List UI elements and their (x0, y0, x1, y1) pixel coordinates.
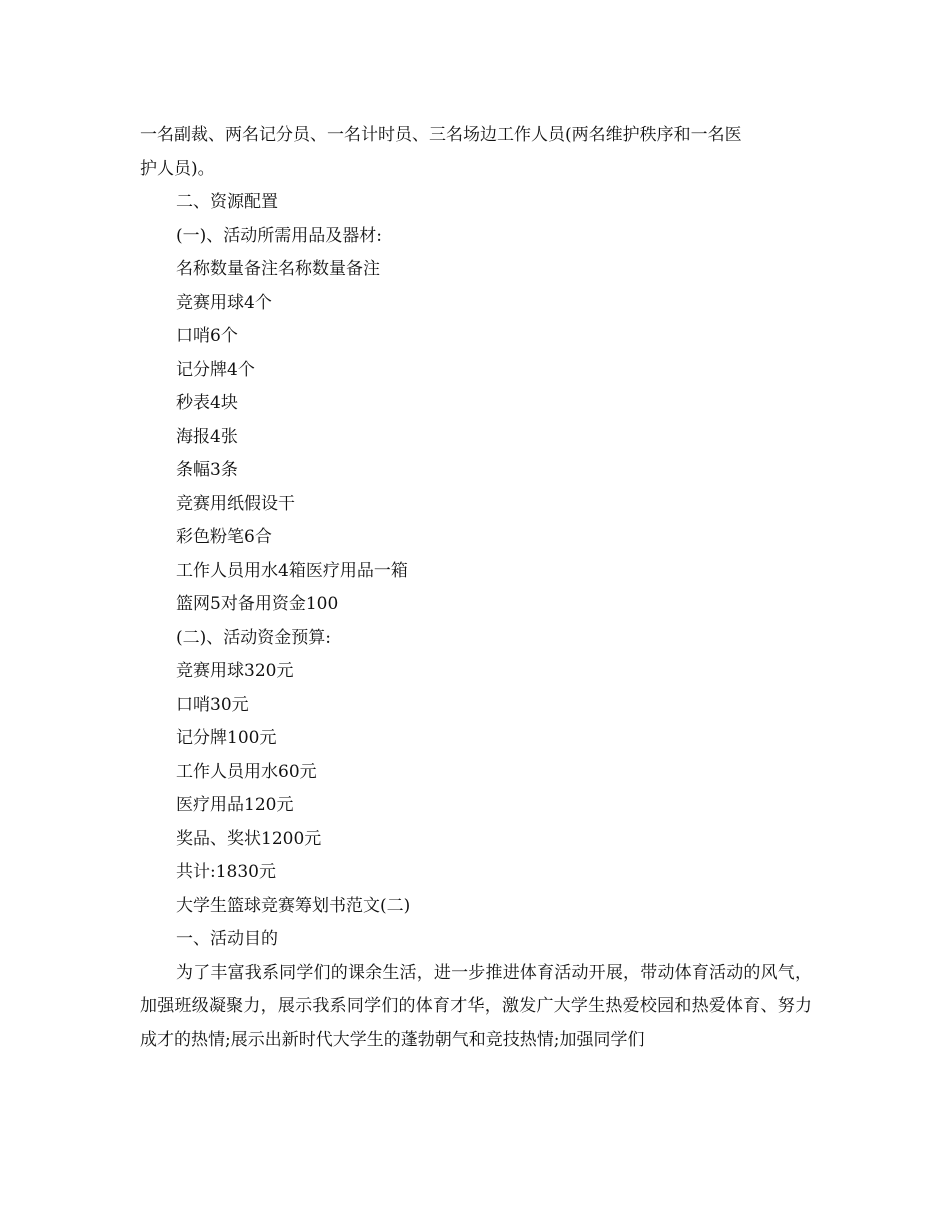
section-heading-purpose: 一、活动目的 (176, 929, 278, 949)
subsection-heading-budget: (二)、活动资金预算: (176, 627, 331, 648)
budget-item: 奖品、奖状1200元 (176, 828, 322, 849)
purpose-paragraph: 为了丰富我系同学们的课余生活，进一步推进体育活动开展，带动体育活动的风气，加强班级凝聚力，展示我系同学们的体育才华，激发广大学生热爱校园和热爱体育、努力成才的热情;展示出新时代大学生的蓬勃朝气和竞技热情;加强同学们 (140, 962, 812, 1050)
budget-item: 医疗用品120元 (176, 795, 294, 815)
budget-item: 记分牌100元 (176, 728, 277, 748)
budget-item: 竞赛用球320元 (176, 661, 294, 681)
equipment-item: 口哨6个 (176, 326, 238, 346)
budget-item: 口哨30元 (176, 694, 249, 715)
budget-total: 共计:1830元 (176, 862, 276, 882)
document-body (140, 119, 812, 1057)
subsection-heading-equipment: (一)、活动所需用品及器材: (176, 225, 382, 246)
section-heading-resources: 二、资源配置 (176, 192, 278, 212)
equipment-item: 竞赛用球4个 (176, 292, 272, 313)
equipment-item: 秒表4块 (176, 393, 238, 413)
equipment-item: 记分牌4个 (176, 359, 255, 380)
equipment-item: 条幅3条 (176, 460, 238, 480)
intro-line-2: 护人员)。 (140, 158, 215, 179)
equipment-item: 篮网5对备用资金100 (176, 594, 339, 614)
budget-item: 工作人员用水60元 (176, 761, 317, 782)
equipment-table-header: 名称数量备注名称数量备注 (176, 259, 380, 279)
equipment-item: 工作人员用水4箱医疗用品一箱 (176, 560, 408, 581)
equipment-item: 彩色粉笔6合 (176, 527, 272, 547)
document-subtitle: 大学生篮球竞赛筹划书范文(二) (176, 895, 411, 916)
intro-line-1: 一名副裁、两名记分员、一名计时员、三名场边工作人员(两名维护秩序和一名医 (140, 125, 742, 145)
equipment-item: 竞赛用纸假设干 (176, 493, 295, 514)
equipment-item: 海报4张 (176, 426, 238, 447)
